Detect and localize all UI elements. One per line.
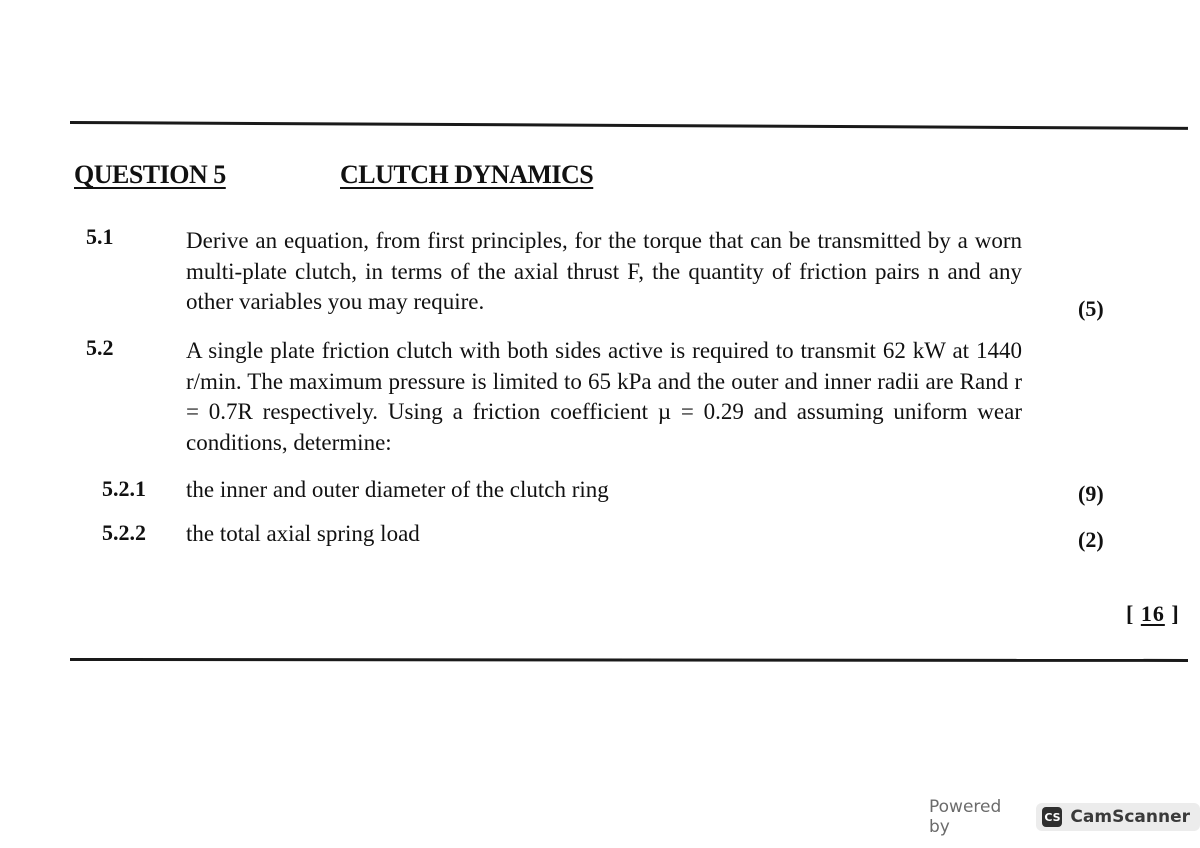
item-number-5-2-1: 5.2.1 [102, 476, 146, 501]
item-text-5-1: Derive an equation, from first principles, for the torque that can be transmitted by a worn multi-plate clutch, in terms of the axial thrust F, the quantity of friction pairs n and any other variables you may require. [186, 228, 1022, 314]
powered-by-label: Powered by [929, 797, 1002, 837]
camscanner-watermark [929, 797, 1200, 837]
item-number-5-1: 5.1 [86, 224, 114, 249]
marks-5-1: (5) [1078, 296, 1104, 321]
marks-5-2-1: (9) [1078, 481, 1104, 506]
top-rule [70, 121, 1188, 130]
total-open-bracket: [ [1126, 601, 1135, 626]
total-marks [1126, 601, 1180, 627]
item-text-5-2: A single plate friction clutch with both sides active is required to transmit 62 kW at 1440 r/min. The maximum pressure is limited to 65 kPa and the outer and inner radii are Rand r = 0.7R respectively. Using a friction coefficient µ = 0.29 and assuming uniform wear conditions, determine: [186, 338, 1022, 455]
marks-5-2-2: (2) [1078, 527, 1104, 552]
item-number-5-2: 5.2 [86, 335, 114, 360]
total-close-bracket: ] [1171, 601, 1180, 626]
item-text-5-2-1: the inner and outer diameter of the clutch ring [186, 477, 609, 502]
total-value: 16 [1140, 601, 1165, 626]
item-text-5-2-2: the total axial spring load [186, 521, 420, 546]
bottom-rule [70, 658, 1188, 662]
item-number-5-2-2: 5.2.2 [102, 520, 146, 545]
question-title: CLUTCH DYNAMICS [340, 160, 594, 189]
camscanner-brand: CamScanner [1070, 807, 1190, 827]
camscanner-badge [1036, 803, 1200, 831]
camscanner-logo-icon: CS [1042, 807, 1062, 827]
question-number: QUESTION 5 [74, 160, 226, 189]
